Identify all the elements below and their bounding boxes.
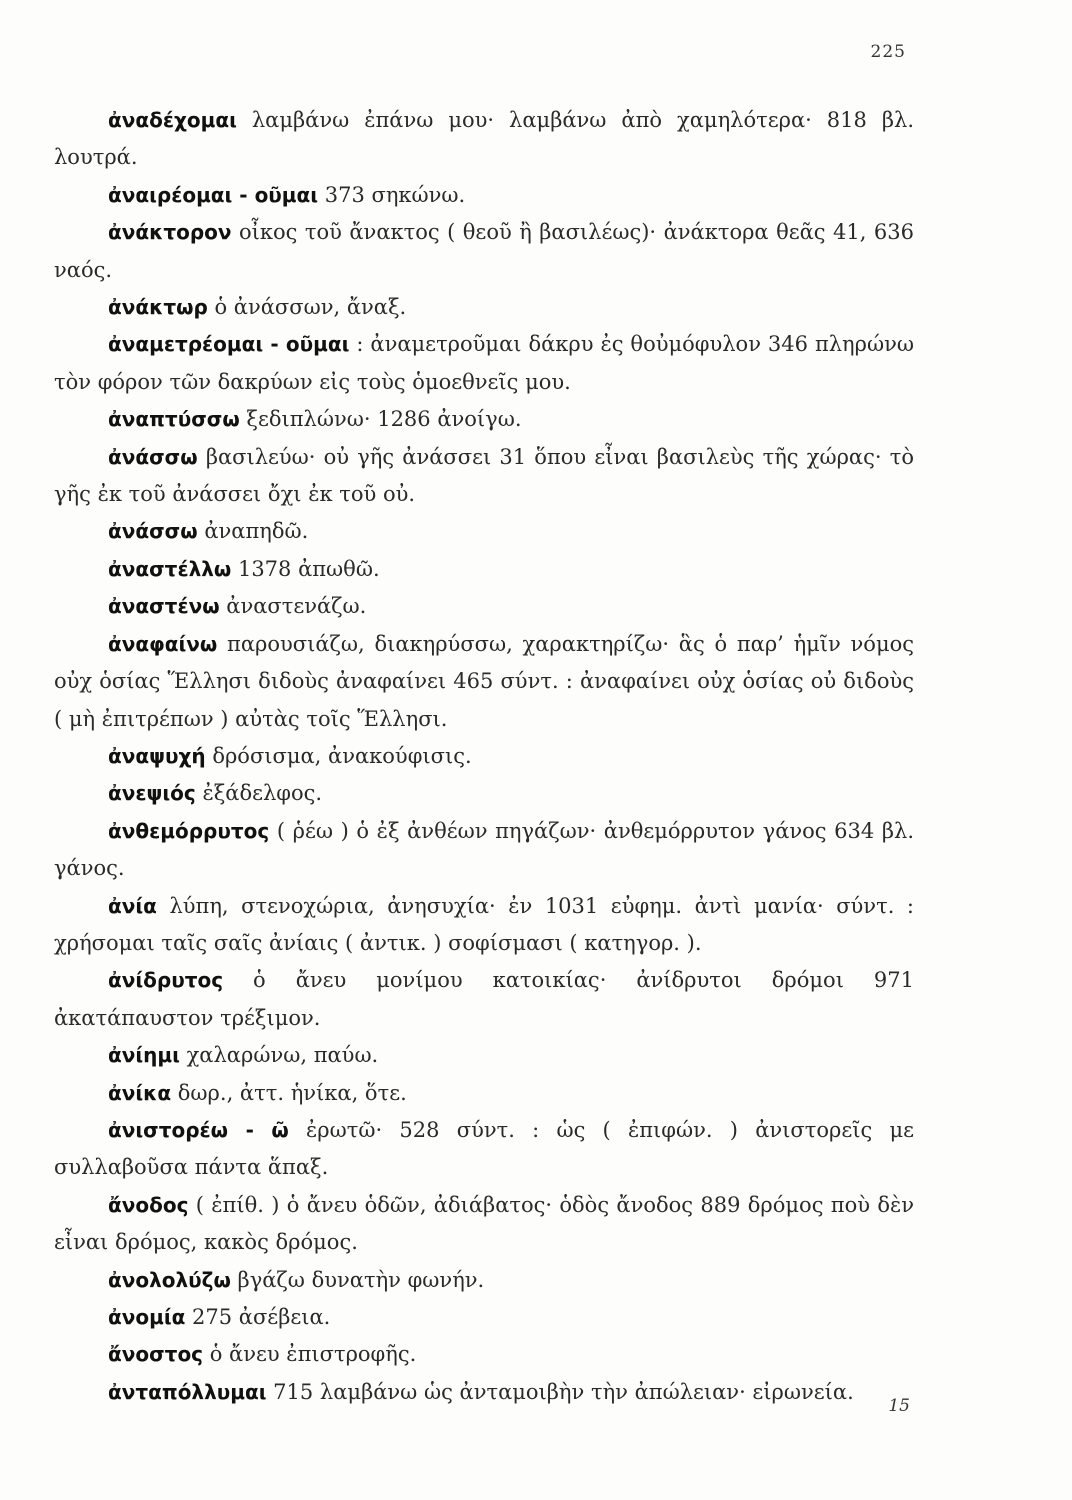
entry-gloss: λαμβάνω ἐπάνω μου· λαμβάνω ἀπὸ χαμηλότερα· 818 βλ. λουτρά. xyxy=(54,108,914,170)
glossary-entry xyxy=(54,401,914,438)
entry-gloss: ἐρωτῶ· 528 σύντ. : ὡς ( ἐπιφών. ) ἀνιστορεῖς με συλλαβοῦσα πάντα ἅπαξ. xyxy=(54,1117,914,1180)
glossary-entry xyxy=(54,1336,914,1373)
entry-gloss: δωρ., ἀττ. ἡνίκα, ὅτε. xyxy=(171,1080,407,1105)
glossary-entry xyxy=(54,551,914,588)
entry-gloss: ἐξάδελφος. xyxy=(195,781,323,806)
entry-headword: ἀνομία xyxy=(108,1305,186,1329)
glossary-entries xyxy=(54,102,914,1411)
glossary-entry xyxy=(54,1187,914,1262)
entry-gloss: χαλαρώνω, παύω. xyxy=(179,1043,379,1068)
glossary-entry xyxy=(54,626,914,738)
glossary-entry xyxy=(54,326,914,401)
entry-headword: ἀνάσσω xyxy=(108,519,198,544)
entry-headword: ἀνίδρυτος xyxy=(108,968,224,993)
entry-gloss: ὁ ἀνάσσων, ἄναξ. xyxy=(207,295,407,320)
entry-gloss: λύπη, στενοχώρια, ἀνησυχία· ἐν 1031 εὐφημ. ἀντὶ μανία· σύντ. : χρήσομαι ταῖς σαῖς ἀνίαις ( ἀντικ. ) σοφίσμασι ( κατηγορ. ). xyxy=(54,893,914,955)
entry-headword: ἀναστένω xyxy=(108,594,220,619)
page-number: 225 xyxy=(870,42,906,62)
glossary-entry xyxy=(54,1299,914,1336)
entry-gloss: 715 λαμβάνω ὡς ἀνταμοιβὴν τὴν ἀπώλειαν· εἰρωνεία. xyxy=(266,1379,854,1404)
entry-gloss: ( ἐπίθ. ) ὁ ἄνευ ὁδῶν, ἀδιάβατος· ὁδὸς ἄνοδος 889 δρόμος ποὺ δὲν εἶναι δρόμος, κακὸς δρόμος. xyxy=(54,1192,914,1255)
entry-gloss: παρουσιάζω, διακηρύσσω, χαρακτηρίζω· ἃς ὁ παρ’ ἡμῖν νόμος οὐχ ὁσίας Ἕλλησι διδοὺς ἀναφαίνει 465 σύντ. : ἀναφαίνει οὐχ ὁσίας οὐ διδοὺς ( μὴ ἐπιτρέπων ) αὐτὰς τοῖς Ἕλλησι. xyxy=(54,631,914,731)
entry-headword: ἀνεψιός xyxy=(108,781,196,806)
entry-headword: ἀναιρέομαι - οῦμαι xyxy=(108,182,319,207)
entry-gloss: 373 σηκώνω. xyxy=(318,182,466,207)
entry-gloss: 275 ἀσέβεια. xyxy=(185,1305,331,1329)
glossary-entry xyxy=(54,439,914,514)
glossary-entry xyxy=(54,177,914,214)
glossary-entry xyxy=(54,888,914,963)
entry-gloss: 1378 ἀπωθῶ. xyxy=(231,556,380,581)
glossary-entry xyxy=(54,102,914,177)
glossary-entry xyxy=(54,214,914,289)
entry-gloss: : ἀναμετροῦμαι δάκρυ ἐς θοὐμόφυλον 346 πληρώνω τὸν φόρον τῶν δακρύων εἰς τοὺς ὁμοεθνεῖς μου. xyxy=(54,332,914,394)
entry-headword: ἀναμετρέομαι - οῦμαι xyxy=(108,332,350,357)
glossary-entry xyxy=(54,289,914,326)
entry-gloss: ( ῥέω ) ὁ ἐξ ἀνθέων πηγάζων· ἀνθεμόρρυτον γάνος 634 βλ. γάνος. xyxy=(54,818,914,881)
entry-headword: ἀναψυχή xyxy=(108,743,206,768)
entry-headword: ἀναφαίνω xyxy=(108,631,218,656)
entry-gloss: ἀναπηδῶ. xyxy=(197,519,309,544)
glossary-entry xyxy=(54,513,914,550)
entry-headword: ἀνίκα xyxy=(108,1080,172,1105)
glossary-entry xyxy=(54,813,914,888)
glossary-entry xyxy=(54,1374,914,1411)
entry-headword: ἀναπτύσσω xyxy=(108,407,240,432)
entry-gloss: ὁ ἄνευ μονίμου κατοικίας· ἀνίδρυτοι δρόμοι 971 ἀκατάπαυστον τρέξιμον. xyxy=(54,968,914,1030)
glossary-entry xyxy=(54,1075,914,1112)
entry-gloss: ὁ ἄνευ ἐπιστροφῆς. xyxy=(203,1342,417,1367)
entry-headword: ἄνοστος xyxy=(108,1342,204,1367)
signature-mark: 15 xyxy=(888,1396,910,1416)
entry-gloss: δρόσισμα, ἀνακούφισις. xyxy=(205,743,472,768)
entry-headword: ἀναστέλλω xyxy=(108,556,232,581)
entry-gloss: βασιλεύω· οὐ γῆς ἀνάσσει 31 ὅπου εἶναι βασιλεὺς τῆς χώρας· τὸ γῆς ἐκ τοῦ ἀνάσσει ὄχι ἐκ τοῦ οὐ. xyxy=(54,444,914,507)
glossary-entry xyxy=(54,1037,914,1074)
entry-headword: ἀνολολύζω xyxy=(108,1267,231,1292)
entry-headword: ἀνάκτωρ xyxy=(108,295,208,320)
entry-gloss: ἀναστενάζω. xyxy=(219,594,367,619)
entry-headword: ἀνταπόλλυμαι xyxy=(108,1379,267,1404)
glossary-entry xyxy=(54,775,914,812)
entry-headword: ἀνιστορέω - ῶ xyxy=(108,1117,289,1142)
entry-headword: ἀνίημι xyxy=(108,1043,180,1068)
entry-headword: ἀναδέχομαι xyxy=(108,108,237,132)
entry-headword: ἀνθεμόρρυτος xyxy=(108,818,270,843)
glossary-entry xyxy=(54,1112,914,1187)
entry-headword: ἀνάσσω xyxy=(108,444,198,469)
entry-gloss: ξεδιπλώνω· 1286 ἀνοίγω. xyxy=(239,407,522,432)
glossary-entry xyxy=(54,588,914,625)
glossary-entry xyxy=(54,962,914,1037)
entry-gloss: οἶκος τοῦ ἄνακτος ( θεοῦ ἢ βασιλέως)· ἀνάκτορα θεᾶς 41, 636 ναός. xyxy=(54,220,914,282)
entry-headword: ἀνία xyxy=(108,893,157,918)
glossary-entry xyxy=(54,738,914,775)
entry-gloss: βγάζω δυνατὴν φωνήν. xyxy=(230,1267,485,1292)
entry-headword: ἄνοδος xyxy=(108,1192,189,1217)
entry-headword: ἀνάκτορον xyxy=(108,220,232,245)
glossary-entry xyxy=(54,1262,914,1299)
